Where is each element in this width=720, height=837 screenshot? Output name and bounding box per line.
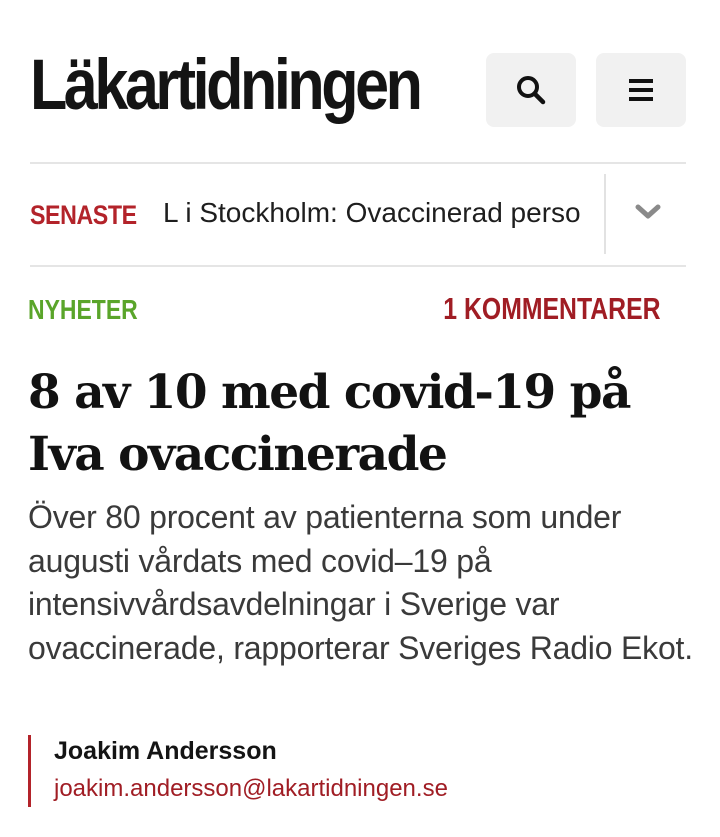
section-label[interactable]: NYHETER: [28, 294, 138, 325]
ticker-expand-button[interactable]: [630, 200, 666, 228]
byline: [28, 735, 448, 807]
author-name: Joakim Andersson: [54, 737, 277, 765]
ticker-headline[interactable]: L i Stockholm: Ovaccinerad perso: [163, 197, 581, 228]
ticker-divider: [604, 174, 606, 254]
article-headline: 8 av 10 med covid-19 på Iva ovaccinerade: [28, 365, 630, 482]
search-icon: [515, 74, 547, 106]
latest-news-ticker: [0, 164, 720, 265]
divider-bottom: [30, 265, 686, 267]
ticker-label: SENASTE: [30, 200, 137, 230]
article-lead: Över 80 procent av patienterna som under augusti vårdats med covid–19 på intensivvårdsavdelningar i Sverige var ovaccinerade, rapporterar Sveriges Radio Ekot.: [28, 499, 693, 666]
site-header: [0, 0, 720, 160]
site-logo[interactable]: Läkartidningen: [30, 46, 420, 125]
menu-icon: [627, 77, 655, 103]
comments-link[interactable]: 1 KOMMENTARER: [443, 291, 661, 326]
chevron-down-icon: [634, 203, 662, 226]
menu-button[interactable]: [596, 53, 686, 127]
author-email-link[interactable]: joakim.andersson@lakartidningen.se: [54, 775, 448, 802]
search-button[interactable]: [486, 53, 576, 127]
